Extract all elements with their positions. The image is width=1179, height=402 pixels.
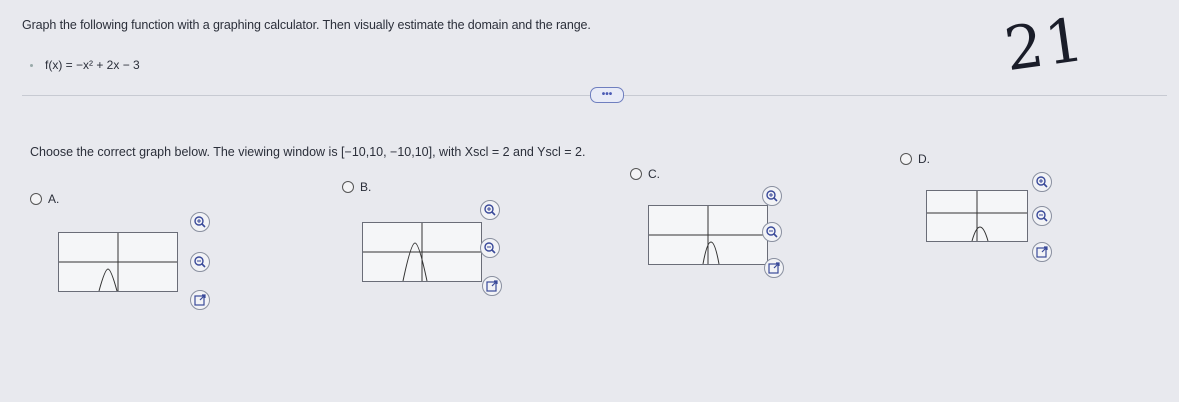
more-button[interactable]: ••• bbox=[590, 87, 624, 103]
option-b[interactable] bbox=[342, 180, 371, 194]
graph-d[interactable] bbox=[926, 190, 1028, 242]
zoom-in-icon[interactable] bbox=[1032, 172, 1052, 192]
graph-b-plot bbox=[363, 223, 481, 281]
radio-c[interactable] bbox=[630, 168, 642, 180]
option-d-label: D. bbox=[918, 152, 930, 166]
zoom-in-icon[interactable] bbox=[480, 200, 500, 220]
option-b-label: B. bbox=[360, 180, 372, 194]
graph-a[interactable] bbox=[58, 232, 178, 292]
option-c[interactable] bbox=[630, 167, 660, 181]
open-new-window-icon[interactable] bbox=[1032, 242, 1052, 262]
open-new-window-icon[interactable] bbox=[764, 258, 784, 278]
zoom-out-icon[interactable] bbox=[480, 238, 500, 258]
function-line bbox=[30, 58, 140, 72]
function-text: f(x) = −x² + 2x − 3 bbox=[45, 58, 140, 72]
bullet-icon bbox=[30, 64, 33, 67]
zoom-out-icon[interactable] bbox=[1032, 206, 1052, 226]
radio-d[interactable] bbox=[900, 153, 912, 165]
zoom-in-icon[interactable] bbox=[762, 186, 782, 206]
graph-a-plot bbox=[59, 233, 177, 291]
question-prompt: Graph the following function with a graphing calculator. Then visually estimate the domain and the range. bbox=[22, 18, 591, 32]
zoom-in-icon[interactable] bbox=[190, 212, 210, 232]
graph-c[interactable] bbox=[648, 205, 768, 265]
option-a[interactable] bbox=[30, 192, 59, 206]
instructions-text: Choose the correct graph below. The viewing window is [−10,10, −10,10], with Xscl = 2 and Yscl = 2. bbox=[30, 145, 586, 159]
graph-c-plot bbox=[649, 206, 767, 264]
option-a-label: A. bbox=[48, 192, 60, 206]
graph-d-plot bbox=[927, 191, 1027, 241]
option-c-label: C. bbox=[648, 167, 660, 181]
open-new-window-icon[interactable] bbox=[482, 276, 502, 296]
option-d[interactable] bbox=[900, 152, 930, 166]
radio-a[interactable] bbox=[30, 193, 42, 205]
zoom-out-icon[interactable] bbox=[762, 222, 782, 242]
radio-b[interactable] bbox=[342, 181, 354, 193]
handwritten-note: 21 bbox=[1000, 4, 1090, 86]
graph-b[interactable] bbox=[362, 222, 482, 282]
zoom-out-icon[interactable] bbox=[190, 252, 210, 272]
open-new-window-icon[interactable] bbox=[190, 290, 210, 310]
